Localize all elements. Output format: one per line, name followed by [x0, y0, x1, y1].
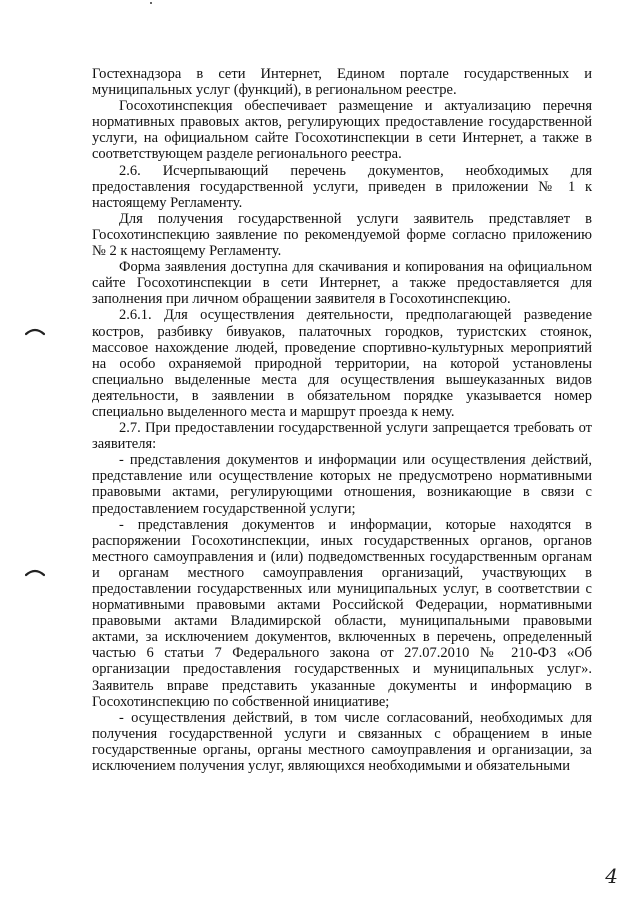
document-body	[92, 66, 592, 774]
page-number: 4	[605, 864, 618, 888]
margin-hole-mark	[25, 567, 45, 577]
paragraph: Форма заявления доступна для скачивания и копирования на официальном сайте Госохотинспекции в сети Интернет, а также предоставляется для заполнения при личном обращении заявителя в Госохотинспекцию.	[92, 259, 592, 308]
margin-hole-mark	[25, 326, 45, 336]
paragraph: - представления документов и информации или осуществления действий, представление или осуществление которых не предусмотрено нормативными правовыми актами, регулирующими отношения, возникающие в связи с предоставлением государственной услуги;	[92, 452, 592, 517]
paragraph: - представления документов и информации, которые находятся в распоряжении Госохотинспекции, иных государственных органов, органов местного самоуправления и (или) подведомственных государственным органам и органам местного самоуправления организаций, участвующих в предоставлении государственных или муниципальных услуг, в соответствии с нормативными правовыми актами Российской Федерации, нормативными правовыми актами Владимирской области, муниципальными правовыми актами, за исключением документов, включенных в перечень, определенный частью 6 статьи 7 Федерального закона от 27.07.2010 № 210-ФЗ «Об организации предоставления государственных и муниципальных услуг». Заявитель вправе представить указанные документы и информацию в Госохотинспекцию по собственной инициативе;	[92, 516, 592, 710]
paragraph: Гостехнадзора в сети Интернет, Едином портале государственных и муниципальных услуг (функций), в региональном реестре.	[92, 66, 592, 99]
paragraph: - осуществления действий, в том числе согласований, необходимых для получения государственной услуги и связанных с обращением в иные государственные органы, органы местного самоуправления и организации, за исключением получения услуг, являющихся необходимыми и обязательными	[92, 709, 592, 775]
paragraph: Госохотинспекция обеспечивает размещение и актуализацию перечня нормативных правовых актов, регулирующих предоставление государственной услуги, на официальном сайте Госохотинспекции в сети Интернет, а также в соответствующем разделе регионального реестра.	[92, 98, 592, 163]
paragraph: Для получения государственной услуги заявитель представляет в Госохотинспекцию заявление по рекомендуемой форме согласно приложению № 2 к настоящему Регламенту.	[92, 210, 592, 260]
paragraph: 2.7. При предоставлении государственной услуги запрещается требовать от заявителя:	[92, 420, 592, 453]
paragraph: 2.6.1. Для осуществления деятельности, предполагающей разведение костров, разбивку бивуаков, палаточных городков, туристских стоянок, массовое нахождение людей, проведение спортивно-культурных мероприятий на особо охраняемой природной территории, на которой установлены специально выделенные места для осуществления вышеуказанных видов деятельности, в заявлении в обязательном порядке указывается номер специально выделенного места и маршрут проезда к нему.	[92, 307, 592, 420]
paragraph: 2.6. Исчерпывающий перечень документов, необходимых для предоставления государственной услуги, приведен в приложении № 1 к настоящему Регламенту.	[92, 162, 592, 211]
scan-dot	[150, 2, 152, 4]
